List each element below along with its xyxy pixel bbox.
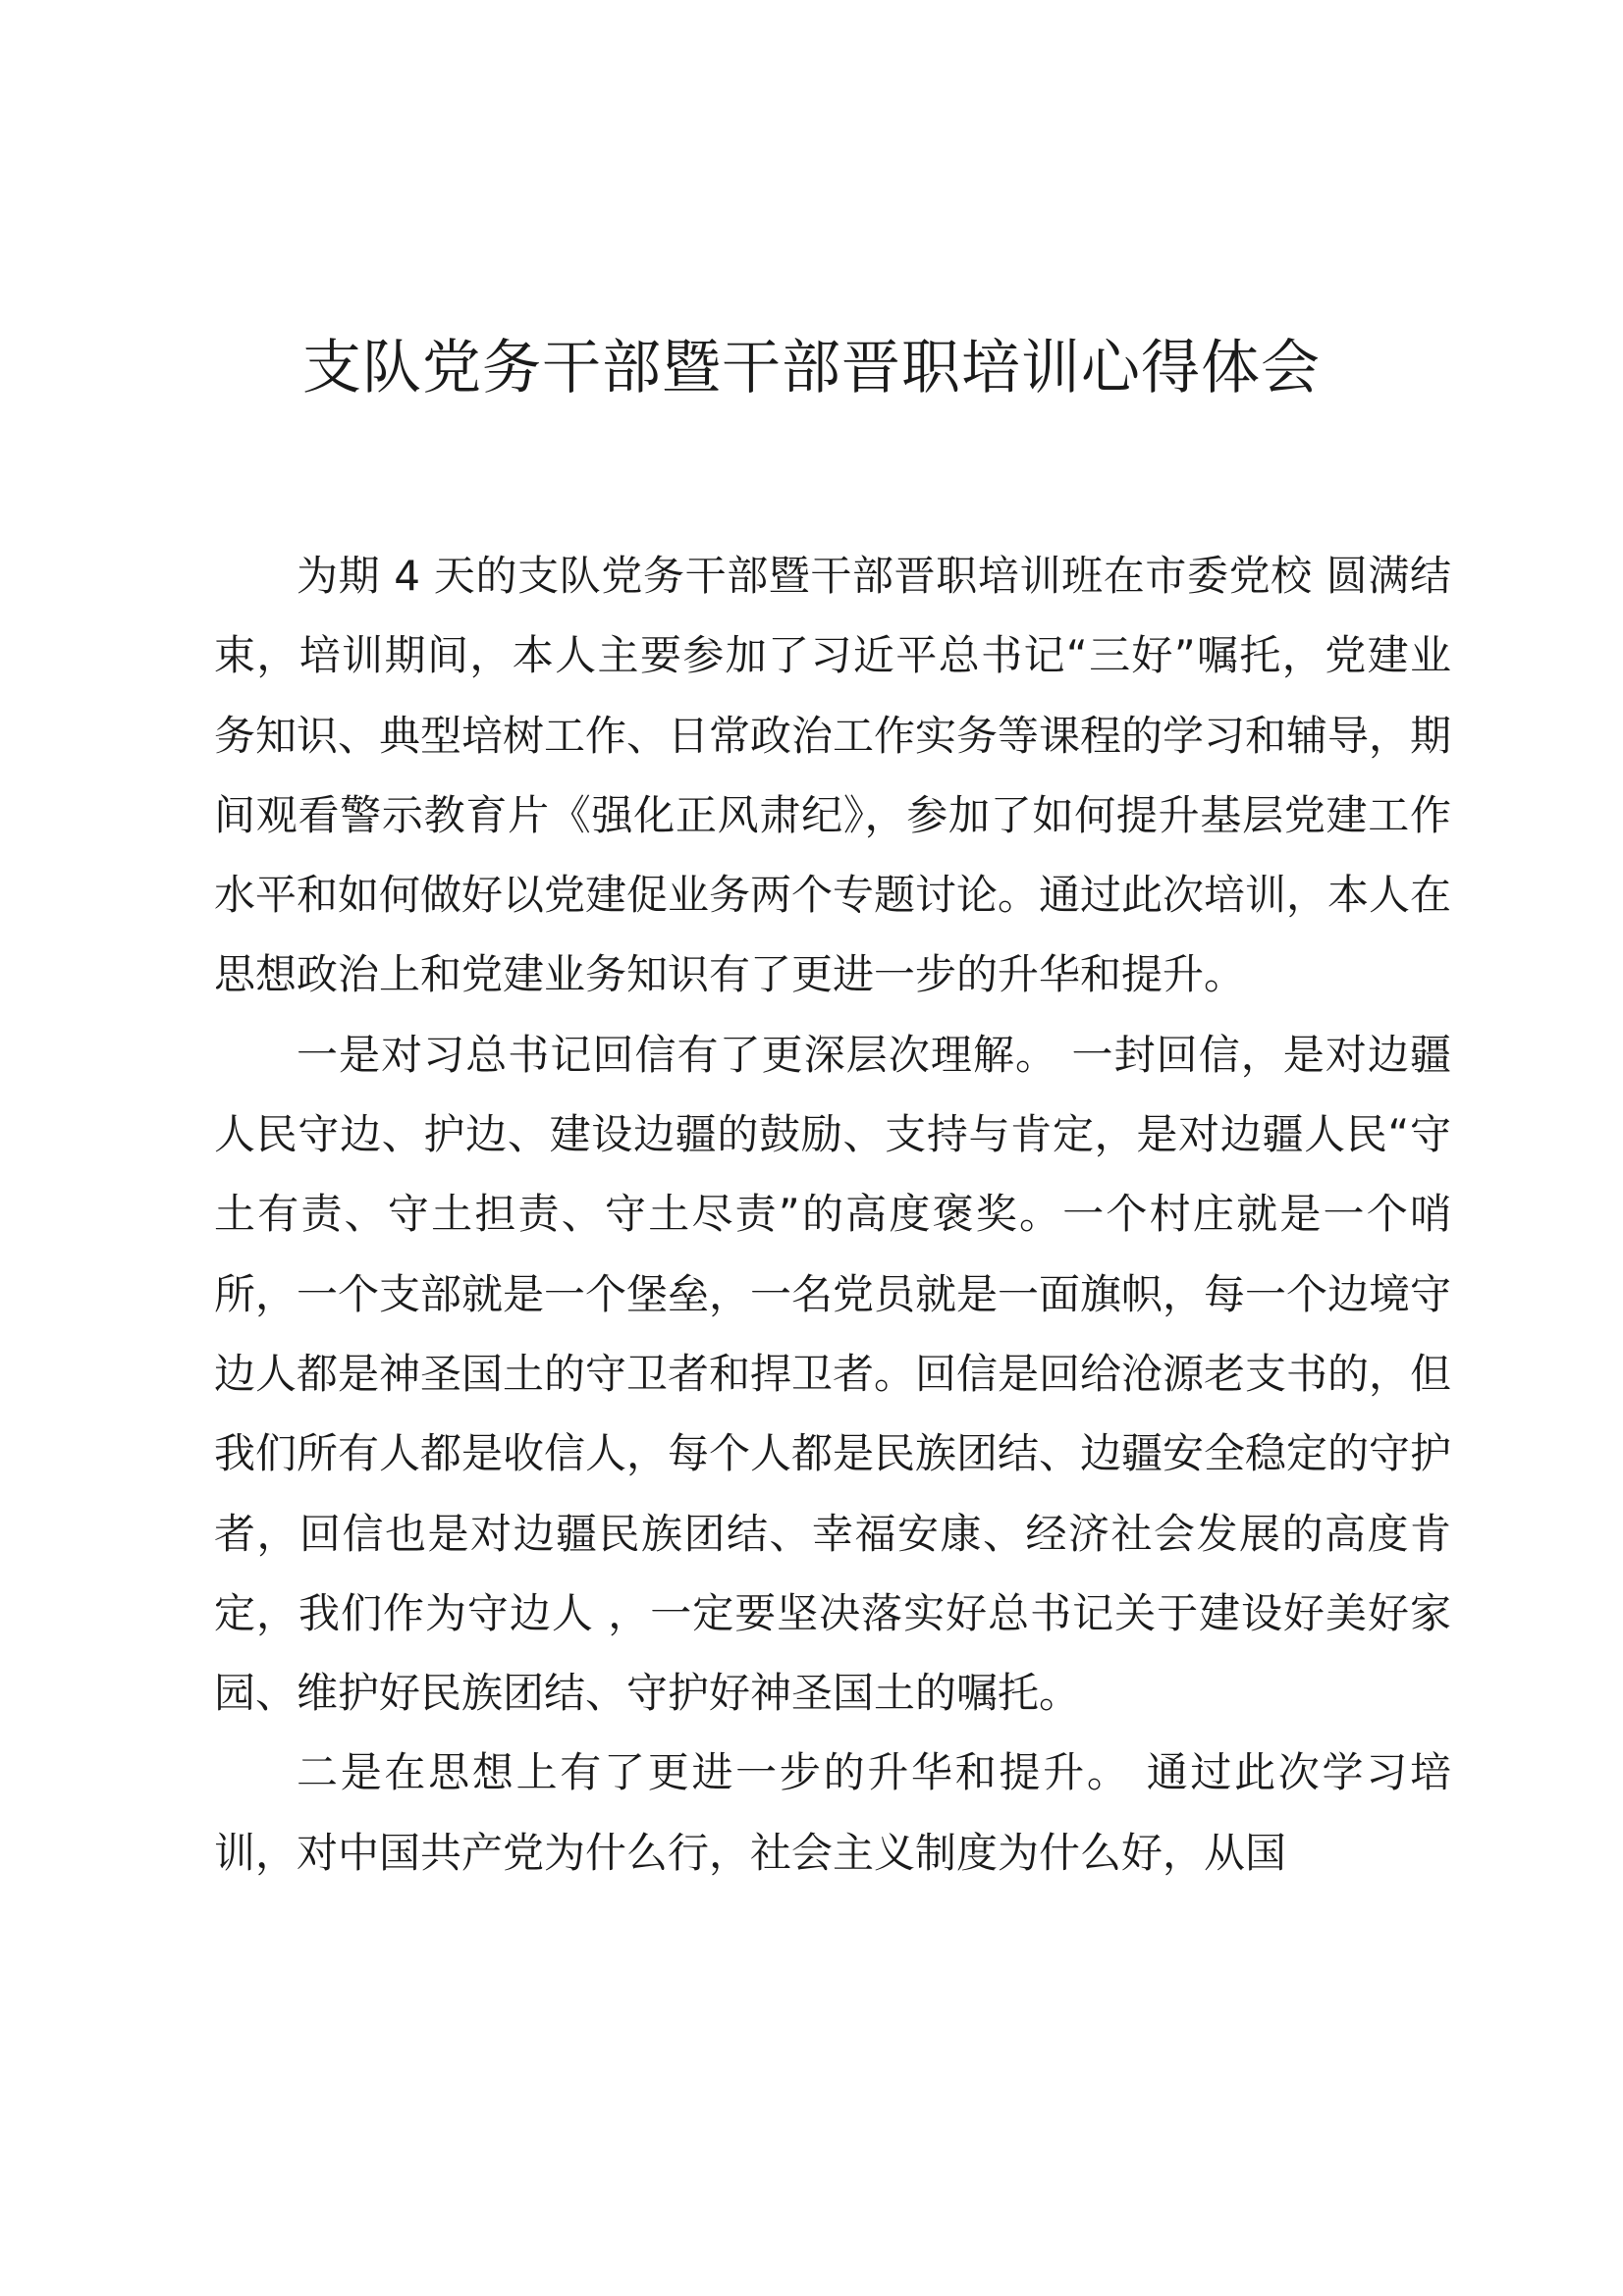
document-title: 支队党务干部暨干部晋职培训心得体会	[302, 334, 1321, 402]
paragraph-point-two: 二是在思想上有了更进一步的升华和提升。 通过此次学习培训，对中国共产党为什么行，社会主义制度为什么好，从国	[214, 1748, 1451, 1877]
paragraph-point-one: 一是对习总书记回信有了更深层次理解。 一封回信，是对边疆人民守边、护边、建设边疆的鼓励、支持与肯定，是对边疆人民“守土有责、守土担责、守土尽责”的高度褒奖。一个村庄就是一个哨所，一个支部就是一个堡垒，一名党员就是一面旗帜，每一个边境守边人都是神圣国土的守卫者和捍卫者。回信是回给沧源老支书的，但我们所有人都是收信人，每个人都是民族团结、边疆安全稳定的守护者，回信也是对边疆民族团结、幸福安康、经济社会发展的高度肯定，我们作为守边人 ，一定要坚决落实好总书记关于建设好美好家园、维护好民族团结、守护好神圣国土的嘱托。	[214, 1030, 1452, 1718]
document-body	[214, 536, 1451, 1893]
paragraph-intro: 为期 4 天的支队党务干部暨干部晋职培训班在市委党校 圆满结束，培训期间，本人主要参加了习近平总书记“三好”嘱托，党建业务知识、典型培树工作、日常政治工作实务等课程的学习和辅导，期间观看警示教育片《强化正风肃纪》，参加了如何提升基层党建工作水平和如何做好以党建促业务两个专题讨论。通过此次培训，本人在思想政治上和党建业务知识有了更进一步的升华和提升。	[214, 552, 1452, 999]
